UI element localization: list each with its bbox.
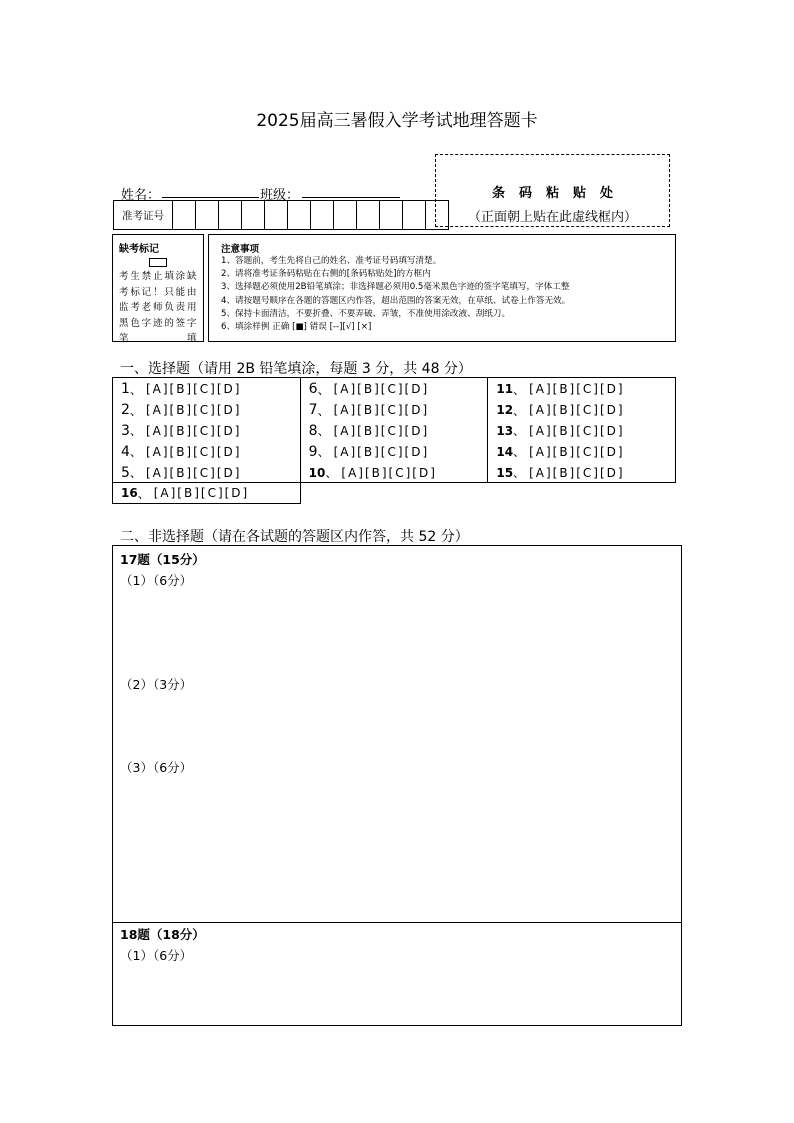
mcq-question-1[interactable]: 1 、 [A][B][C][D] — [121, 381, 242, 398]
question-number: 6 — [308, 381, 318, 398]
answer-options: [A][B][C][D] — [145, 444, 242, 459]
notes-line: 4、请按题号顺序在各题的答题区内作答，超出范围的答案无效，在草纸、试卷上作答无效。 — [221, 295, 571, 306]
q17-part2: （2）（3分） — [120, 677, 193, 692]
mcq-question-8[interactable]: 8 、 [A][B][C][D] — [308, 422, 430, 439]
question-number: 4 — [121, 443, 130, 460]
question-number: 11 — [496, 382, 514, 397]
mcq-question-2[interactable]: 2 、 [A][B][C][D] — [121, 402, 242, 419]
question-number: 14 — [496, 444, 514, 459]
mcq-question-7[interactable]: 7 、 [A][B][C][D] — [308, 402, 430, 419]
class-field[interactable] — [302, 183, 400, 198]
answer-options: [A][B][C][D] — [333, 403, 430, 418]
question-number: 3 — [121, 422, 130, 439]
exam-id-cell[interactable] — [311, 201, 334, 229]
exam-id-cell[interactable] — [173, 201, 196, 229]
notes-line: 3、选择题必须使用2B铅笔填涂；非选择题必须用0.5毫米黑色字迹的签字笔填写，字体工整 — [221, 282, 570, 293]
notes-panel — [208, 234, 676, 342]
answer-options: [A][B][C][D] — [145, 382, 242, 397]
mcq-column-1 — [113, 378, 300, 482]
answer-options: [A][B][C][D] — [529, 423, 625, 438]
exam-id-cell[interactable] — [265, 201, 288, 229]
exam-id-cell[interactable] — [380, 201, 403, 229]
barcode-title: 条码粘贴处 — [491, 186, 627, 201]
question-number: 10 — [308, 465, 326, 480]
answer-options: [A][B][C][D] — [333, 382, 430, 397]
absent-mark-title: 缺考标记 — [119, 244, 159, 255]
exam-id-cell[interactable] — [288, 201, 311, 229]
barcode-hint: （正面朝上贴在此虚线框内） — [467, 210, 637, 225]
notes-line: 5、保持卡面清洁，不要折叠、不要弄破、弄皱，不准使用涂改液、刮纸刀。 — [221, 308, 511, 319]
barcode-area — [435, 154, 670, 227]
exam-id-cell[interactable] — [196, 201, 219, 229]
mcq-column-3 — [487, 378, 675, 482]
essay-area — [112, 545, 682, 1026]
question-number: 1 — [121, 381, 130, 398]
exam-id-cell[interactable] — [219, 201, 242, 229]
exam-id-grid — [113, 200, 449, 230]
answer-options: [A][B][C][D] — [529, 465, 625, 480]
answer-options: [A][B][C][D] — [529, 444, 625, 459]
notes-line: 1、答题前，考生先将自己的姓名、准考证号码填写清楚。 — [221, 256, 442, 266]
mcq-question-11[interactable]: 11 、 [A][B][C][D] — [496, 382, 625, 397]
exam-id-cell[interactable] — [403, 201, 426, 229]
page-title: 2025届高三暑假入学考试地理答题卡 — [256, 111, 538, 131]
question-number: 7 — [308, 402, 318, 419]
mcq-question-4[interactable]: 4 、 [A][B][C][D] — [121, 443, 242, 460]
mcq-question-9[interactable]: 9 、 [A][B][C][D] — [308, 443, 430, 460]
answer-options: [A][B][C][D] — [145, 465, 242, 480]
notes-line: 2、请将准考证条码粘贴在右侧的[条码粘贴处]的方框内 — [221, 269, 431, 280]
question-number: 13 — [496, 423, 514, 438]
class-label: 班级： — [260, 188, 300, 203]
question-number: 5 — [121, 464, 130, 481]
mcq-question-10[interactable]: 10 、 [A][B][C][D] — [308, 465, 437, 481]
answer-options: [A][B][C][D] — [333, 423, 430, 438]
q17-title: 17题（15分） — [120, 552, 205, 567]
name-label: 姓名： — [121, 188, 161, 203]
name-field[interactable] — [162, 183, 259, 198]
question-number: 15 — [496, 465, 514, 480]
q18-title: 18题（18分） — [120, 927, 205, 942]
q18-part1: （1）（6分） — [120, 948, 193, 963]
answer-options: [A][B][C][D] — [341, 465, 437, 480]
exam-id-cell[interactable] — [242, 201, 265, 229]
absent-mark-box[interactable] — [149, 258, 167, 267]
answer-options: [A][B][C][D] — [529, 403, 625, 418]
question-number: 16 — [121, 486, 138, 501]
exam-id-label: 准考证号 — [114, 201, 173, 229]
answer-options: [A][B][C][D] — [153, 486, 250, 501]
answer-options: [A][B][C][D] — [333, 444, 430, 459]
absent-mark-text: 考生禁止填涂缺考标记！只能由监考老师负责用黑色字迹的签字笔填 — [119, 271, 197, 344]
section1-title: 一、选择题（请用 2B 铅笔填涂，每题 3 分，共 48 分） — [120, 361, 472, 377]
mcq-question-14[interactable]: 14 、 [A][B][C][D] — [496, 444, 625, 460]
answer-options: [A][B][C][D] — [145, 403, 242, 418]
q17-part3: （3）（6分） — [120, 760, 193, 775]
mcq-question-16[interactable]: 16 、 [A][B][C][D] — [121, 486, 250, 501]
exam-id-cell[interactable] — [357, 201, 380, 229]
question-number: 2 — [121, 402, 130, 419]
notes-title: 注意事项 — [221, 244, 260, 255]
mcq-question-3[interactable]: 3 、 [A][B][C][D] — [121, 422, 242, 439]
mcq-question-15[interactable]: 15 、 [A][B][C][D] — [496, 465, 625, 481]
question-number: 9 — [308, 443, 318, 460]
answer-options: [A][B][C][D] — [529, 382, 625, 397]
mcq-question-12[interactable]: 12 、 [A][B][C][D] — [496, 403, 625, 418]
essay-divider — [113, 922, 681, 923]
question-number: 12 — [496, 403, 514, 418]
section2-title: 二、非选择题（请在各试题的答题区内作答，共 52 分） — [120, 529, 469, 545]
notes-line: 6、填涂样例 正确 [■] 错误 [--][√] [×] — [221, 322, 372, 333]
exam-id-cell[interactable] — [334, 201, 357, 229]
absent-mark-panel — [112, 234, 204, 342]
question-number: 8 — [308, 422, 318, 439]
mcq-column-2 — [300, 378, 488, 482]
answer-options: [A][B][C][D] — [145, 423, 242, 438]
mcq-extra-box — [112, 482, 301, 504]
mcq-question-6[interactable]: 6 、 [A][B][C][D] — [308, 381, 430, 398]
mcq-grid — [112, 377, 676, 483]
mcq-question-13[interactable]: 13 、 [A][B][C][D] — [496, 423, 625, 439]
mcq-question-5[interactable]: 5 、 [A][B][C][D] — [121, 464, 242, 481]
q17-part1: （1）（6分） — [120, 573, 193, 588]
